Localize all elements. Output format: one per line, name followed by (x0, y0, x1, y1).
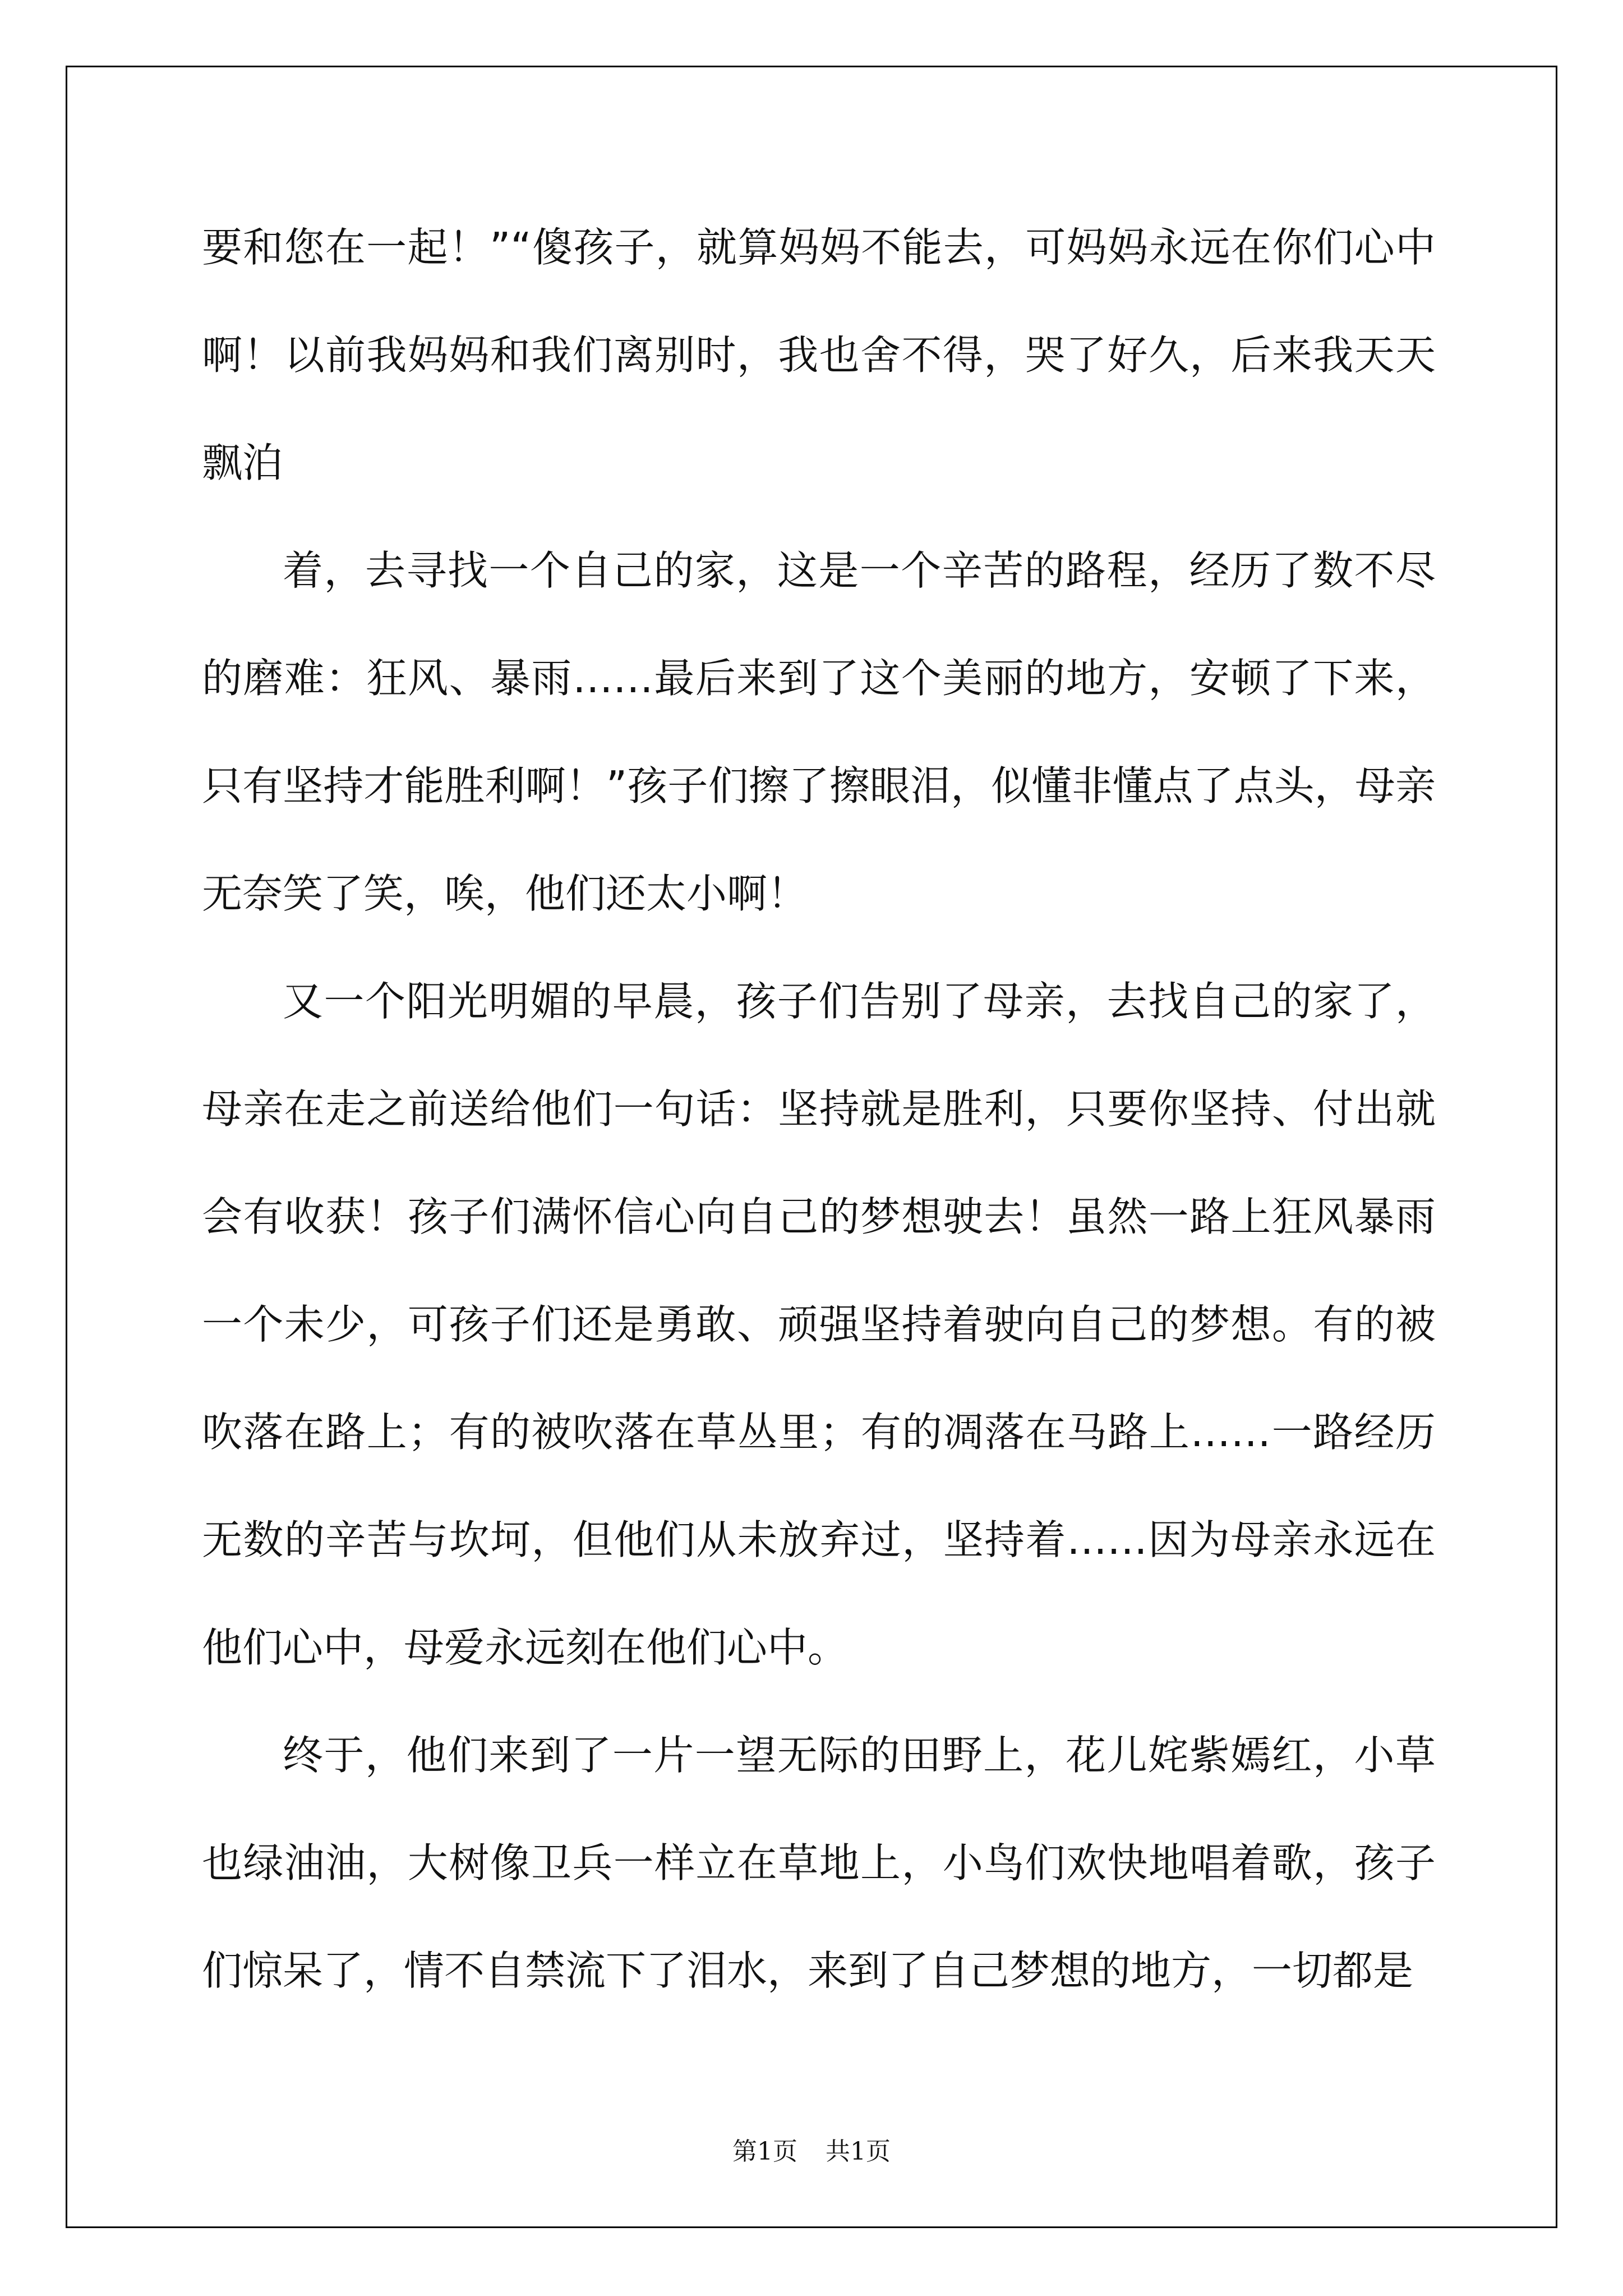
page-total: 共1页 (826, 2137, 891, 2166)
paragraph-2: 着，去寻找一个自己的家，这是一个辛苦的路程，经历了数不尽的磨难：狂风、暴雨……最后来到了这个美丽的地方，安顿了下来，只有坚持才能胜利啊！”孩子们擦了擦眼泪，似懂非懂点了点头，母亲无奈笑了笑，唉，他们还太小啊！ (202, 547, 1436, 917)
paragraph-3: 又一个阳光明媚的早晨，孩子们告别了母亲，去找自己的家了，母亲在走之前送给他们一句话：坚持就是胜利，只要你坚持、付出就会有收获！孩子们满怀信心向自己的梦想驶去！虽然一路上狂风暴雨一个未少，可孩子们还是勇敢、顽强坚持着驶向自己的梦想。有的被吹落在路上；有的被吹落在草丛里；有的凋落在马路上……一路经历无数的辛苦与坎坷，但他们从未放弃过，坚持着……因为母亲永远在他们心中，母爱永远刻在他们心中。 (202, 978, 1436, 1671)
paragraph-4: 终于，他们来到了一片一望无际的田野上，花儿姹紫嫣红，小草也绿油油，大树像卫兵一样立在草地上，小鸟们欢快地唱着歌，孩子们惊呆了，情不自禁流下了泪水，来到了自己梦想的地方，一切都是 (202, 1732, 1436, 1994)
page-number: 第1页 (732, 2137, 797, 2166)
paragraph-1: 要和您在一起！”“傻孩子，就算妈妈不能去，可妈妈永远在你们心中啊！以前我妈妈和我们离别时，我也舍不得，哭了好久，后来我天天飘泊 (202, 224, 1436, 486)
page-footer (0, 2135, 1623, 2169)
document-body (202, 194, 1436, 2024)
